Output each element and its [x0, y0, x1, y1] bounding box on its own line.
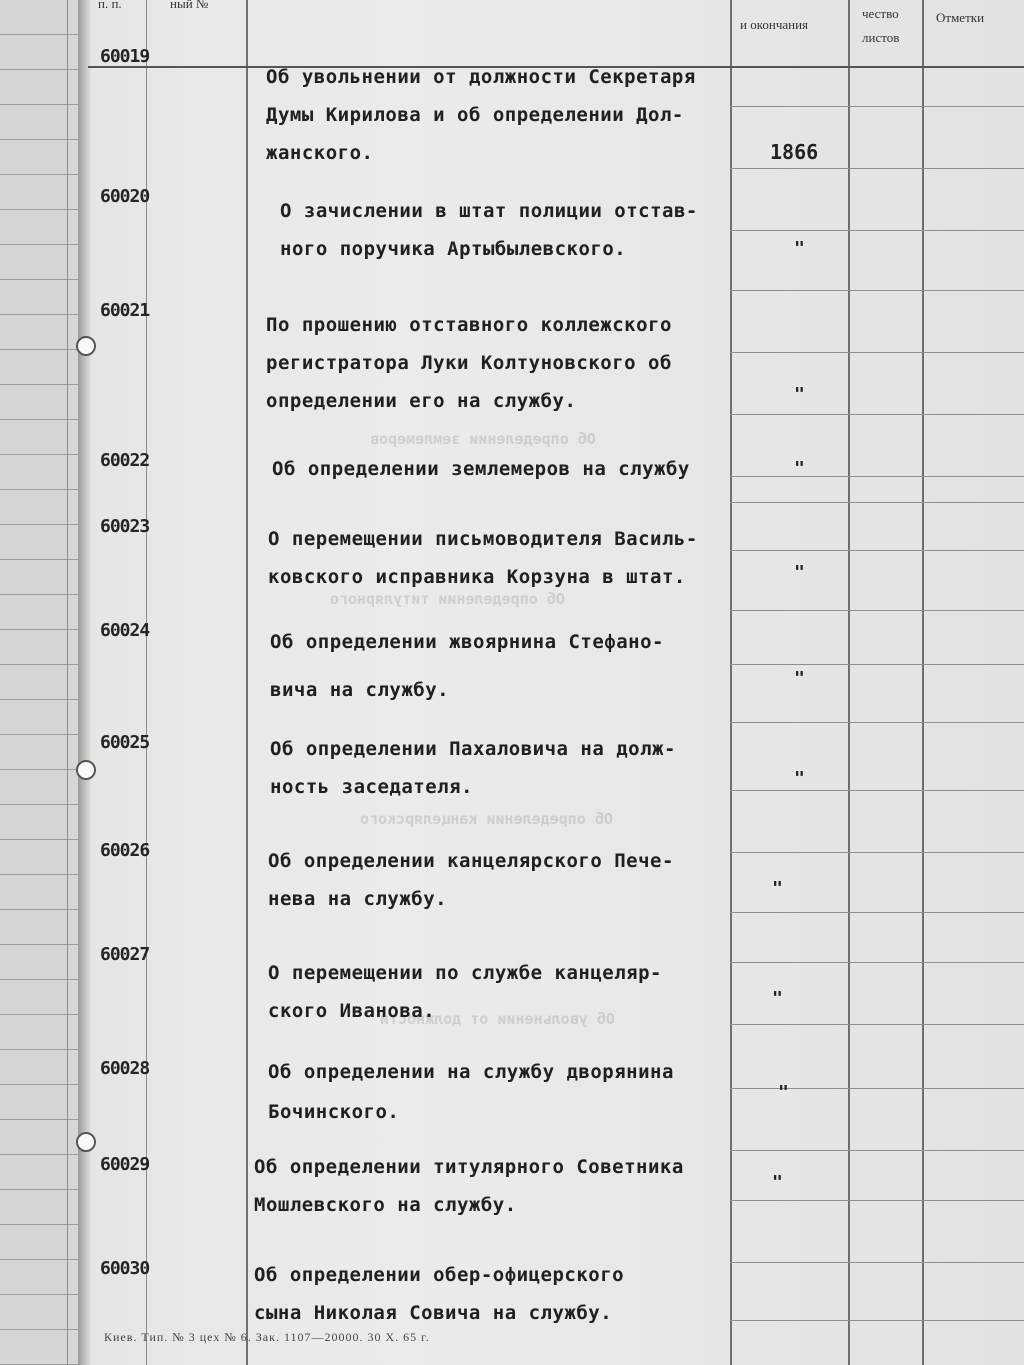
- column-divider: [922, 0, 924, 1365]
- ditto-mark: ": [772, 988, 783, 1009]
- column-divider: [848, 0, 850, 1365]
- binder-hole: [76, 760, 96, 780]
- entry-number: 60022: [100, 450, 150, 471]
- print-footer: Киев. Тип. № 3 цех № 6. Зак. 1107—20000. 30 Х. 65 г.: [104, 1330, 430, 1344]
- ledger-rule: [730, 722, 1024, 723]
- ditto-mark: ": [772, 878, 783, 899]
- entry-number: 60029: [100, 1154, 150, 1175]
- ditto-mark: ": [794, 562, 805, 583]
- header-sheets-line1: чество: [862, 6, 899, 21]
- entry-number: 60024: [100, 620, 150, 641]
- ledger-rule: [730, 290, 1024, 291]
- ditto-mark: ": [778, 1082, 789, 1103]
- binder-hole: [76, 1132, 96, 1152]
- header-inventory: ный №: [170, 0, 209, 11]
- ledger-rule: [730, 610, 1024, 611]
- entry-title: Об определении Пахаловича на долж- ность заседателя.: [270, 738, 676, 798]
- binder-hole: [76, 336, 96, 356]
- binding-shadow: [78, 0, 92, 1365]
- header-number: п. п.: [98, 0, 122, 11]
- document-page: п. п. ный № и окончания чество листов Отметки Об определении землемеров Об определении титулярного Об определении канцелярского Об увольнении от должности 60019 Об увольнении от должности Секретаря Думы Кирилова и об определении Дол- жанского. 1866 60020 О зачислении в штат полиции отстав- ного поручика Артыбылевского. " 60021 По прошению отставного коллежского регистратора Луки Колтуновского об определении его на службу. " 60022 Об определении землемеров на службу " 60023 О перемещении письмоводителя Василь- ковского исправника Корзуна в штат. " 60024 Об определении жвоярнина Стефано- вича на службу. " 60025 Об определении Пахаловича на долж- ность заседателя. " 60026 Об определении канцелярского Пече- нева на службу. " 60027 О перемещении по службе канцеляр- ского Иванова. " 60028 Об определении на службу дворянина Бочинского. " 60029 Об определении титулярного Советника Мошлевского на службу. " 60030 Об определении обер-офицерского сына Николая Совича на службу. Киев. Тип. № 3 цех № 6. Зак. 1107—20000. 30 Х. 65 г.: [0, 0, 1024, 1365]
- entry-title: По прошению отставного коллежского регистратора Луки Колтуновского об определении его на службу.: [266, 314, 672, 412]
- entry-number: 60023: [100, 516, 150, 537]
- entry-title: Об определении титулярного Советника Мошлевского на службу.: [254, 1156, 684, 1216]
- entry-title: Об определении на службу дворянина Бочинского.: [268, 1061, 674, 1123]
- header-remarks: Отметки: [936, 10, 985, 25]
- entry-number: 60021: [100, 300, 150, 321]
- column-divider: [246, 0, 248, 1365]
- entry-number: 60027: [100, 944, 150, 965]
- ledger-rule: [730, 1150, 1024, 1151]
- header-dates: и окончания: [740, 17, 809, 32]
- ditto-mark: ": [794, 384, 805, 405]
- ditto-mark: ": [794, 668, 805, 689]
- entry-title: О зачислении в штат полиции отстав- ного поручика Артыбылевского.: [280, 200, 698, 260]
- entry-title: О перемещении по службе канцеляр- ского Иванова.: [268, 962, 662, 1022]
- entry-title: Об определении жвоярнина Стефано- вича на службу.: [270, 631, 664, 701]
- ledger-rule: [730, 502, 1024, 503]
- entry-title: О перемещении письмоводителя Василь- ковского исправника Корзуна в штат.: [268, 528, 698, 588]
- entry-title: Об определении обер-офицерского сына Николая Совича на службу.: [254, 1264, 625, 1324]
- entry-title: Об определении канцелярского Пече- нева на службу.: [268, 850, 674, 910]
- ditto-mark: ": [794, 768, 805, 789]
- ditto-mark: ": [794, 238, 805, 259]
- header-sheets-line2: листов: [862, 30, 900, 45]
- ditto-mark: ": [794, 458, 805, 479]
- entry-number: 60028: [100, 1058, 150, 1079]
- ledger-rule: [730, 1200, 1024, 1201]
- entry-number: 60020: [100, 186, 150, 207]
- ledger-rule: [730, 1262, 1024, 1263]
- entry-number: 60019: [100, 46, 150, 67]
- year-label: 1866: [770, 140, 819, 164]
- entry-number: 60030: [100, 1258, 150, 1279]
- ledger-rule: [730, 1320, 1024, 1321]
- binding-pages: [0, 0, 80, 1365]
- entry-title: Об определении землемеров на службу: [272, 458, 690, 480]
- entry-number: 60026: [100, 840, 150, 861]
- entry-title: Об увольнении от должности Секретаря Думы Кирилова и об определении Дол- жанского.: [266, 66, 696, 164]
- entry-number: 60025: [100, 732, 150, 753]
- ditto-mark: ": [772, 1172, 783, 1193]
